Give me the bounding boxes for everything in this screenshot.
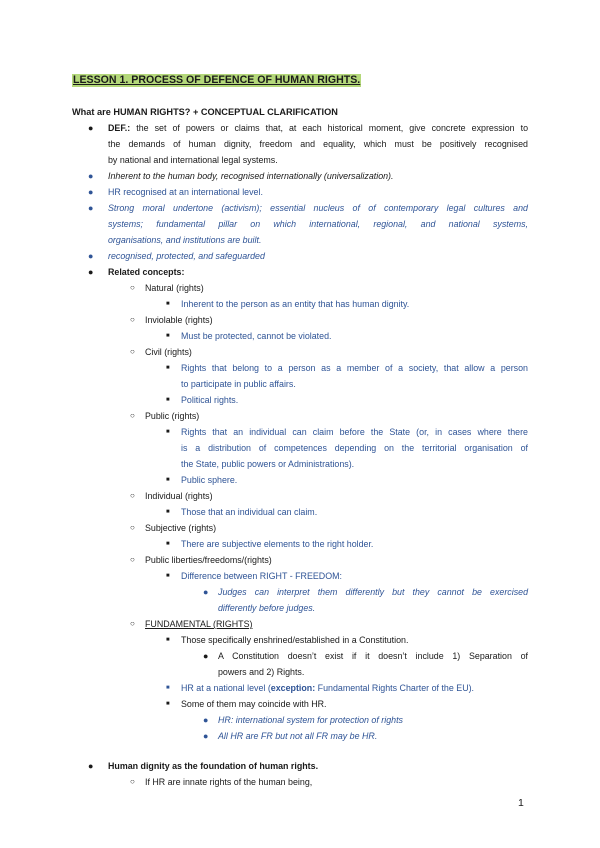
concept-civil-desc: to participate in public affairs.	[181, 379, 296, 389]
hr-national-text: Fundamental Rights Charter of the EU).	[315, 683, 475, 693]
bullet-marker: ●	[88, 203, 94, 213]
circle-marker: ○	[130, 555, 135, 564]
concept-public-desc: the State, public powers or Administrations).	[181, 459, 355, 469]
circle-marker: ○	[130, 777, 135, 786]
square-marker: ■	[166, 637, 170, 643]
circle-marker: ○	[130, 283, 135, 292]
public-sphere: Public sphere.	[181, 475, 238, 485]
dignity-heading: Human dignity as the foundation of human rights.	[108, 761, 319, 771]
judges-note-line: differently before judges.	[218, 603, 316, 613]
square-marker: ■	[166, 301, 170, 307]
square-marker: ■	[166, 365, 170, 371]
moral-note-line: organisations, and institutions are built.	[108, 235, 262, 245]
concept-liberties: Public liberties/freedoms/(rights)	[145, 555, 272, 565]
circle-marker: ○	[130, 315, 135, 324]
circle-marker: ○	[130, 491, 135, 500]
hr-national-exception: exception:	[270, 683, 316, 693]
circle-marker: ○	[130, 619, 135, 628]
bullet-marker: ●	[203, 587, 209, 597]
definition-line	[108, 120, 528, 136]
judges-note-line: Judges can interpret them differently but they cannot be exercised	[218, 587, 528, 597]
innate-note: If HR are innate rights of the human being,	[145, 777, 313, 787]
bullet-marker: ●	[203, 731, 209, 741]
square-marker: ■	[166, 397, 170, 403]
square-marker: ■	[166, 685, 170, 691]
concept-inviolable-desc: Must be protected, cannot be violated.	[181, 331, 332, 341]
concept-public-desc: Rights that an individual can claim before the State (or, in cases where there	[181, 427, 528, 437]
enshrined-note: Those specifically enshrined/established in a Constitution.	[181, 635, 409, 645]
square-marker: ■	[166, 541, 170, 547]
definition-text: the set of powers or claims that, at each historical moment, give concrete expression to	[136, 123, 529, 133]
bullet-marker: ●	[203, 651, 209, 661]
concept-individual: Individual (rights)	[145, 491, 213, 501]
square-marker: ■	[166, 573, 170, 579]
lesson-title: LESSON 1. PROCESS OF DEFENCE OF HUMAN RIGHTS.	[73, 74, 361, 86]
square-marker: ■	[166, 701, 170, 707]
bullet-marker: ●	[88, 171, 94, 181]
concept-civil: Civil (rights)	[145, 347, 192, 357]
political-rights: Political rights.	[181, 395, 239, 405]
hr-international-note: HR recognised at an international level.	[108, 187, 263, 197]
constitution-note-line: powers and 2) Rights.	[218, 667, 305, 677]
concept-subjective: Subjective (rights)	[145, 523, 217, 533]
circle-marker: ○	[130, 347, 135, 356]
concept-individual-desc: Those that an individual can claim.	[181, 507, 318, 517]
square-marker: ■	[166, 333, 170, 339]
all-hr-fr-note: All HR are FR but not all FR may be HR.	[218, 731, 378, 741]
concept-natural-desc: Inherent to the person as an entity that has human dignity.	[181, 299, 410, 309]
coincide-note: Some of them may coincide with HR.	[181, 699, 327, 709]
concept-subjective-desc: There are subjective elements to the right holder.	[181, 539, 374, 549]
concept-public-desc: is a distribution of competences depending on the territorial organisation of	[181, 443, 528, 453]
constitution-note-line: A Constitution doesn’t exist if it doesn’t include 1) Separation of	[218, 651, 528, 661]
hr-international-system: HR: international system for protection of rights	[218, 715, 403, 725]
page-number: 1	[518, 797, 524, 809]
circle-marker: ○	[130, 411, 135, 420]
bullet-marker: ●	[203, 715, 209, 725]
moral-note-line: Strong moral undertone (activism); essential nucleus of of contemporary legal cultures and	[108, 203, 528, 213]
related-concepts-label: Related concepts:	[108, 267, 185, 277]
definition-line: the demands of human dignity, freedom and equality, which must be positively recognised	[108, 139, 528, 149]
concept-fundamental: FUNDAMENTAL (RIGHTS)	[145, 619, 253, 629]
concept-civil-desc: Rights that belong to a person as a member of a society, that allow a person	[181, 363, 528, 373]
definition-label: DEF.:	[108, 123, 131, 133]
bullet-marker: ●	[88, 123, 94, 133]
concept-inviolable: Inviolable (rights)	[145, 315, 213, 325]
bullet-marker: ●	[88, 761, 94, 771]
hr-national-note	[181, 680, 474, 696]
concept-public: Public (rights)	[145, 411, 200, 421]
bullet-marker: ●	[88, 251, 94, 261]
bullet-marker: ●	[88, 187, 94, 197]
bullet-marker: ●	[88, 267, 94, 277]
circle-marker: ○	[130, 523, 135, 532]
recognised-note: recognised, protected, and safeguarded	[108, 251, 265, 261]
definition-line: by national and international legal systems.	[108, 155, 278, 165]
hr-national-text: HR at a national level (	[181, 683, 271, 693]
square-marker: ■	[166, 477, 170, 483]
concept-natural: Natural (rights)	[145, 283, 204, 293]
square-marker: ■	[166, 429, 170, 435]
difference-right-freedom: Difference between RIGHT - FREEDOM:	[181, 571, 342, 581]
square-marker: ■	[166, 509, 170, 515]
section-heading: What are HUMAN RIGHTS? + CONCEPTUAL CLARIFICATION	[72, 107, 338, 117]
inherent-note: Inherent to the human body, recognised internationally (universalization).	[108, 171, 394, 181]
moral-note-line: systems; fundamental pillar on which international, regional, and national systems,	[108, 219, 528, 229]
